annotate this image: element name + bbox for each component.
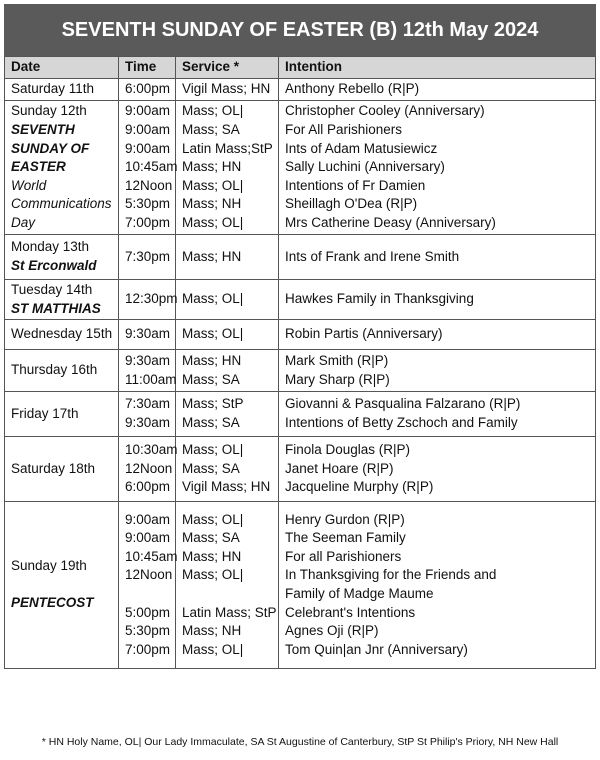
date-line: Communications: [11, 196, 112, 212]
service-line: Vigil Mass; HN: [182, 81, 271, 97]
time-line: 6:00pm: [125, 479, 171, 495]
intention-line: Agnes Oji (R|P): [285, 623, 379, 639]
time-line: 9:00am: [125, 122, 171, 138]
date-line: Saturday 11th: [11, 81, 95, 97]
date-line: EASTER: [11, 159, 66, 175]
intention-line: Mark Smith (R|P): [285, 352, 389, 368]
service-cell: [176, 280, 279, 320]
intention-cell: [279, 280, 596, 320]
header-date: Date: [5, 57, 119, 79]
service-line: Mass; SA: [182, 460, 240, 476]
time-line: 10:45am: [125, 159, 178, 175]
mass-schedule-table: [4, 56, 596, 669]
intention-cell: [279, 502, 596, 669]
date-line: ST MATTHIAS: [11, 300, 101, 316]
table-row: [5, 320, 596, 350]
time-cell: [119, 392, 176, 437]
date-cell: [5, 437, 119, 502]
intention-line: Mary Sharp (R|P): [285, 371, 390, 387]
intention-line: Celebrant's Intentions: [285, 604, 416, 620]
time-line: 9:00am: [125, 511, 171, 527]
time-line: 7:30pm: [125, 248, 171, 264]
time-line: 10:30am: [125, 442, 178, 458]
service-line: Mass; OL|: [182, 326, 244, 342]
service-line: Mass; NH: [182, 623, 242, 639]
time-line: 12Noon: [125, 460, 173, 476]
table-row: [5, 235, 596, 280]
table-row: [5, 392, 596, 437]
intention-cell: [279, 350, 596, 392]
service-line: Mass; OL|: [182, 641, 244, 657]
table-row: [5, 101, 596, 235]
service-line: [182, 585, 272, 604]
date-cell: [5, 392, 119, 437]
date-line: Day: [11, 214, 36, 230]
intention-cell: [279, 101, 596, 235]
intention-line: For All Parishioners: [285, 122, 403, 138]
service-line: Mass; OL|: [182, 103, 244, 119]
intention-line: Tom Quin|an Jnr (Anniversary): [285, 641, 468, 657]
service-cell: [176, 320, 279, 350]
date-line: St Erconwald: [11, 258, 97, 273]
time-line: 11:00am: [125, 371, 177, 387]
service-line: Mass; OL|: [182, 291, 244, 307]
intention-line: Henry Gurdon (R|P): [285, 511, 405, 527]
header-service: Service *: [176, 57, 279, 79]
intention-line: Robin Partis (Anniversary): [285, 326, 443, 342]
intention-line: Finola Douglas (R|P): [285, 442, 411, 458]
intention-line: Intentions of Fr Damien: [285, 177, 426, 193]
service-line: Mass; OL|: [182, 177, 244, 193]
intention-line: Giovanni & Pasqualina Falzarano (R|P): [285, 396, 521, 412]
table-header-row: [5, 57, 596, 79]
date-line: Sunday 12th: [11, 103, 87, 119]
service-cell: [176, 350, 279, 392]
time-line: 9:00am: [125, 140, 171, 156]
time-cell: [119, 235, 176, 280]
service-line: Mass; OL|: [182, 567, 244, 583]
time-line: 7:00pm: [125, 214, 171, 230]
intention-line: Anthony Rebello (R|P): [285, 81, 420, 97]
time-cell: [119, 437, 176, 502]
intention-line: For all Parishioners: [285, 548, 402, 564]
time-cell: [119, 101, 176, 235]
service-line: Mass; StP: [182, 396, 244, 412]
header-time: Time: [119, 57, 176, 79]
date-cell: [5, 320, 119, 350]
time-line: 9:30am: [125, 326, 171, 342]
date-line: Wednesday 15th: [11, 326, 113, 342]
intention-line: The Seeman Family: [285, 530, 406, 546]
time-line: 9:30am: [125, 415, 171, 430]
time-line: 9:00am: [125, 103, 171, 119]
service-cell: [176, 437, 279, 502]
intention-line: Family of Madge Maume: [285, 586, 434, 601]
date-cell: [5, 502, 119, 669]
table-row: [5, 350, 596, 392]
intention-cell: [279, 235, 596, 280]
service-line: Latin Mass;StP: [182, 140, 273, 156]
service-line: Mass; HN: [182, 352, 242, 368]
table-row: [5, 437, 596, 502]
date-cell: [5, 350, 119, 392]
time-line: 9:30am: [125, 352, 171, 368]
footnote: * HN Holy Name, OL| Our Lady Immaculate, SA St Augustine of Canterbury, StP St Philip's Priory, NH New Hall: [41, 736, 559, 748]
intention-line: Sally Luchini (Anniversary): [285, 159, 445, 175]
date-line: Monday 13th: [11, 239, 90, 255]
intention-cell: [279, 392, 596, 437]
header-intention: Intention: [279, 57, 596, 79]
date-line: SUNDAY OF: [11, 140, 90, 156]
time-line: 5:30pm: [125, 196, 171, 212]
time-line: 12:30pm: [125, 291, 178, 307]
time-line: 5:30pm: [125, 623, 171, 639]
service-line: Mass; SA: [182, 415, 240, 430]
date-cell: [5, 101, 119, 235]
service-line: Mass; OL|: [182, 511, 244, 527]
service-line: Mass; SA: [182, 122, 240, 138]
time-line: [125, 585, 169, 604]
date-line: SEVENTH: [11, 122, 75, 138]
time-line: 12Noon: [125, 177, 173, 193]
service-line: Mass; SA: [182, 371, 240, 387]
service-line: Mass; NH: [182, 196, 242, 212]
date-line: Sunday 19th: [11, 558, 87, 574]
date-line: Saturday 18th: [11, 460, 96, 476]
service-line: Mass; HN: [182, 548, 242, 564]
intention-cell: [279, 437, 596, 502]
spacer: [11, 576, 112, 594]
intention-cell: [279, 79, 596, 101]
time-line: 7:00pm: [125, 641, 171, 657]
intention-line: Ints of Frank and Irene Smith: [285, 248, 460, 264]
service-line: Mass; HN: [182, 159, 242, 175]
date-cell: [5, 79, 119, 101]
page-title: SEVENTH SUNDAY OF EASTER (B) 12th May 2024: [4, 4, 596, 56]
date-line: Friday 17th: [11, 405, 79, 421]
table-row: [5, 280, 596, 320]
intention-line: Sheillagh O'Dea (R|P): [285, 196, 418, 212]
time-cell: [119, 350, 176, 392]
service-cell: [176, 502, 279, 669]
time-cell: [119, 320, 176, 350]
schedule-body: [5, 79, 596, 669]
intention-line: Mrs Catherine Deasy (Anniversary): [285, 214, 496, 230]
time-line: 12Noon: [125, 567, 173, 583]
time-line: 6:00pm: [125, 81, 171, 97]
service-cell: [176, 235, 279, 280]
service-cell: [176, 101, 279, 235]
date-line: Thursday 16th: [11, 362, 98, 378]
time-cell: [119, 502, 176, 669]
intention-line: Intentions of Betty Zschoch and Family: [285, 415, 518, 430]
time-cell: [119, 280, 176, 320]
service-line: Latin Mass; StP: [182, 604, 277, 620]
time-line: 9:00am: [125, 530, 171, 546]
date-line: Tuesday 14th: [11, 281, 93, 297]
intention-cell: [279, 320, 596, 350]
date-line: World: [11, 177, 47, 193]
time-cell: [119, 79, 176, 101]
service-line: Mass; OL|: [182, 442, 244, 458]
service-line: Mass; HN: [182, 248, 242, 264]
service-line: Mass; SA: [182, 530, 240, 546]
intention-line: Jacqueline Murphy (R|P): [285, 479, 434, 495]
time-line: 7:30am: [125, 396, 171, 412]
time-line: 5:00pm: [125, 604, 171, 620]
service-line: Vigil Mass; HN: [182, 479, 271, 495]
intention-line: Christopher Cooley (Anniversary): [285, 103, 485, 119]
table-row: [5, 502, 596, 669]
intention-line: Janet Hoare (R|P): [285, 460, 394, 476]
service-line: Mass; OL|: [182, 214, 244, 230]
intention-line: Hawkes Family in Thanksgiving: [285, 291, 474, 307]
intention-line: In Thanksgiving for the Friends and: [285, 567, 497, 583]
date-line: PENTECOST: [11, 595, 94, 610]
service-cell: [176, 79, 279, 101]
date-cell: [5, 280, 119, 320]
date-cell: [5, 235, 119, 280]
service-cell: [176, 392, 279, 437]
time-line: 10:45am: [125, 548, 178, 564]
intention-line: Ints of Adam Matusiewicz: [285, 140, 438, 156]
table-row: [5, 79, 596, 101]
